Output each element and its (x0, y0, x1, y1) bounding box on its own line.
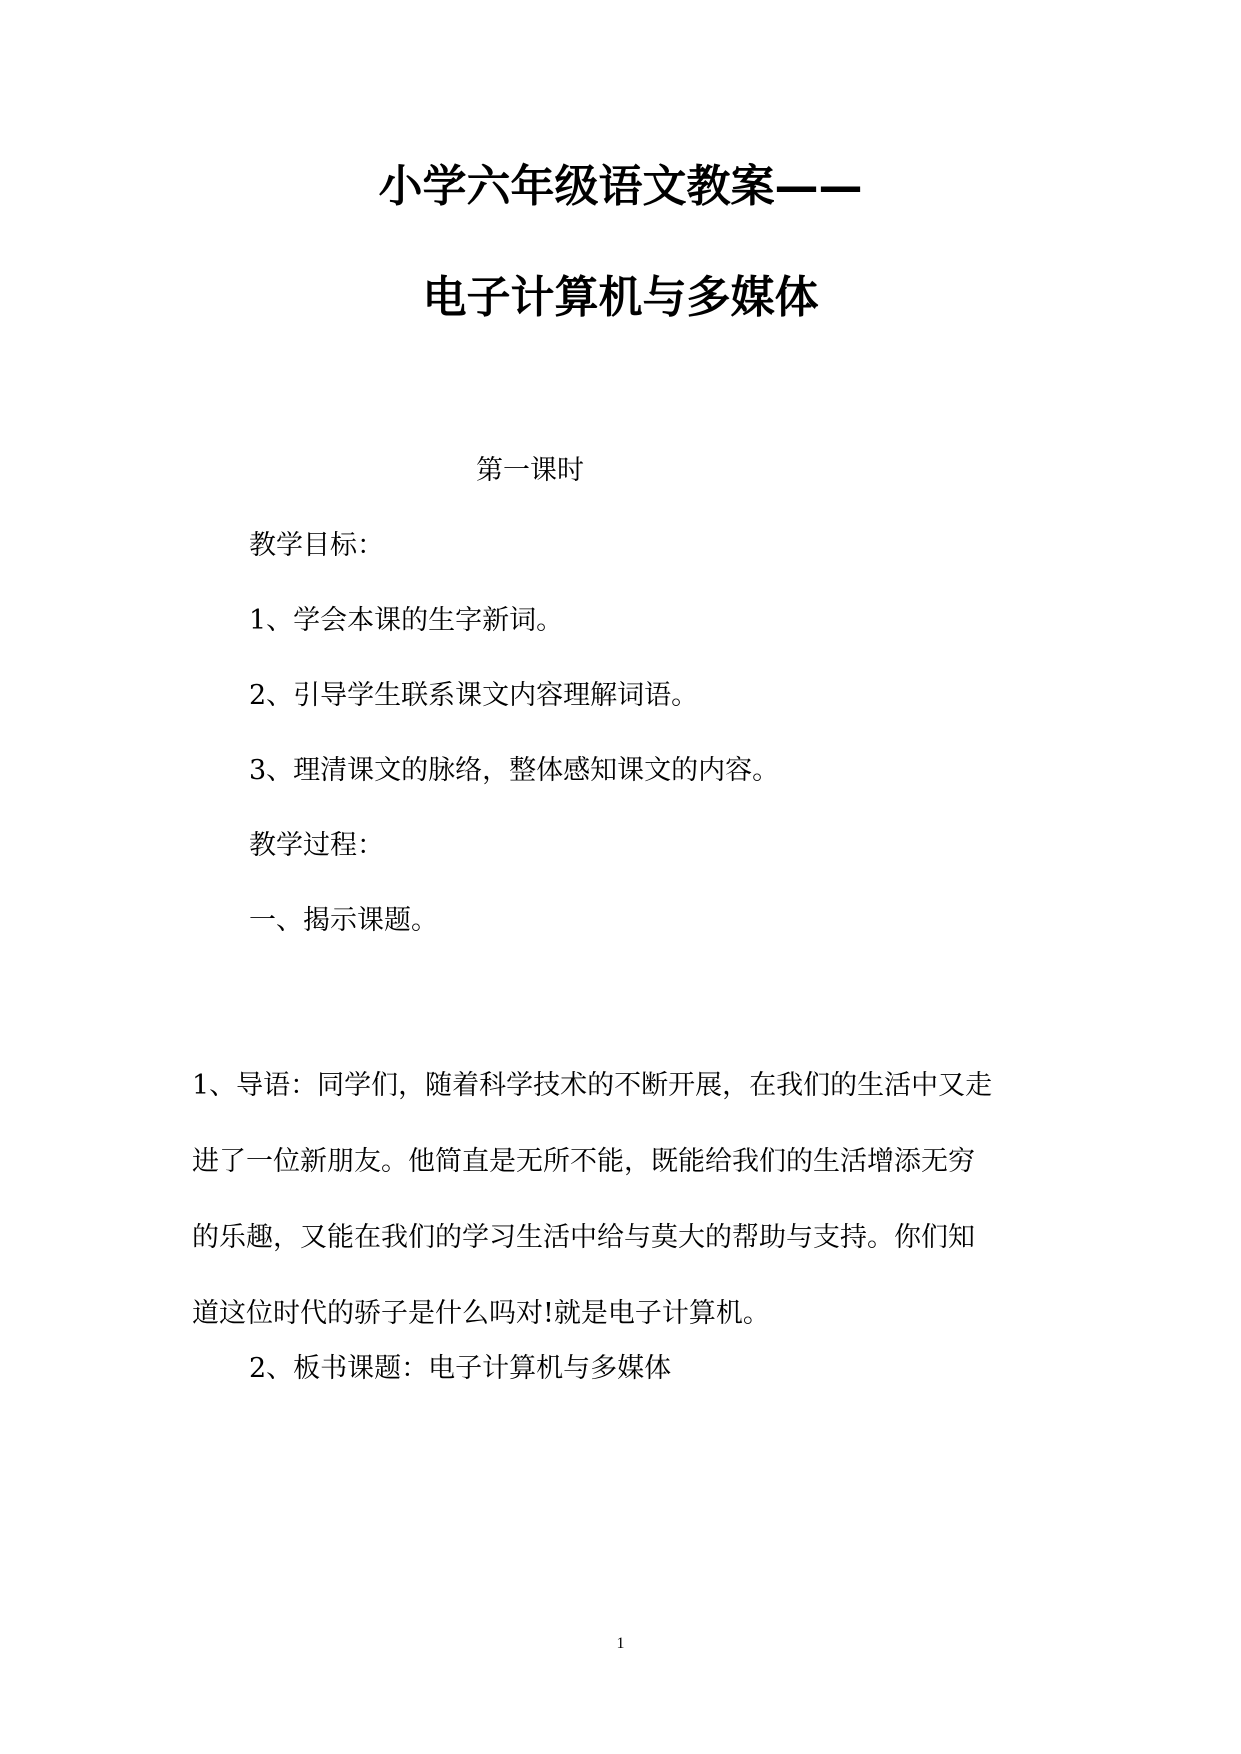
objective-item-1: 1、学会本课的生字新词。 (249, 605, 564, 636)
board-title: 2、板书课题：电子计算机与多媒体 (249, 1353, 672, 1384)
document-title-line-2: 电子计算机与多媒体 (422, 272, 819, 323)
document-title-line-1: 小学六年级语文教案—— (378, 161, 863, 212)
intro-paragraph-line-3: 的乐趣，又能在我们的学习生活中给与莫大的帮助与支持。你们知 (192, 1222, 975, 1253)
intro-paragraph-line-1: 1、导语：同学们，随着科学技术的不断开展，在我们的生活中又走 (192, 1070, 993, 1101)
intro-paragraph (192, 1048, 1072, 1352)
session-heading: 第一课时 (476, 455, 584, 486)
objectives-heading: 教学目标： (249, 530, 384, 561)
objective-item-2: 2、引导学生联系课文内容理解词语。 (249, 680, 699, 711)
intro-paragraph-line-4: 道这位时代的骄子是什么吗对!就是电子计算机。 (192, 1298, 770, 1329)
intro-paragraph-line-2: 进了一位新朋友。他简直是无所不能，既能给我们的生活增添无穷 (192, 1146, 975, 1177)
page-number: 1 (616, 1635, 625, 1652)
objective-item-3: 3、理清课文的脉络，整体感知课文的内容。 (249, 755, 780, 786)
process-heading: 教学过程： (249, 830, 384, 861)
step-1-heading: 一、揭示课题。 (249, 905, 438, 936)
